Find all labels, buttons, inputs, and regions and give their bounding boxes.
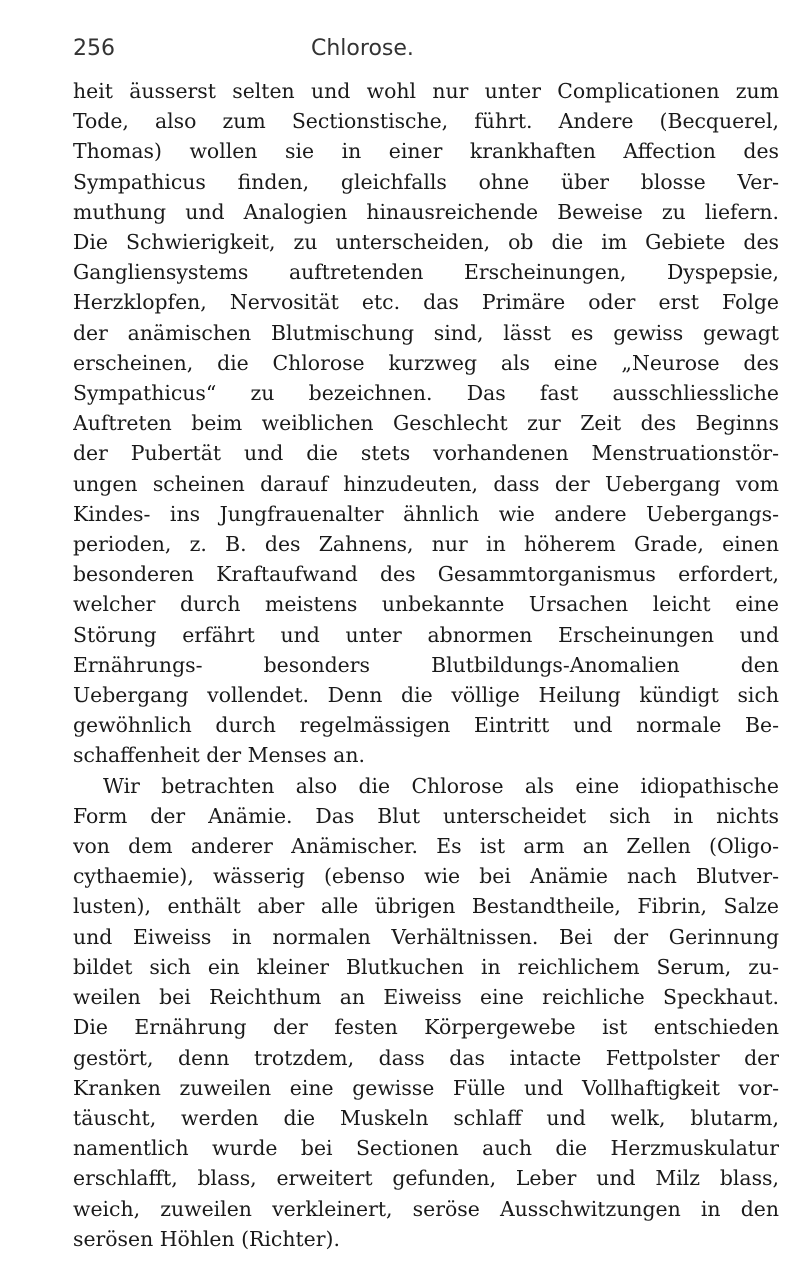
text-line: muthung und Analogien hinausreichende Beweise zu liefern. [73, 199, 779, 224]
text-line: Störung erfährt und unter abnormen Erscheinungen und [73, 622, 779, 647]
text-line: Herzklopfen, Nervosität etc. das Primäre oder erst Folge [73, 290, 779, 315]
text-line: bildet sich ein kleiner Blutkuchen in reichlichem Serum, zu- [73, 954, 779, 979]
text-line: Kindes- ins Jungfrauenalter ähnlich wie andere Uebergangs- [73, 501, 779, 526]
text-line: Gangliensystems auftretenden Erscheinungen, Dyspepsie, [73, 260, 779, 285]
text-line: täuscht, werden die Muskeln schlaff und welk, blutarm, [73, 1105, 779, 1130]
text-line: cythaemie), wässerig (ebenso wie bei Anämie nach Blutver- [73, 864, 779, 889]
text-line: gewöhnlich durch regelmässigen Eintritt und normale Be- [73, 713, 779, 738]
text-line: Tode, also zum Sectionstische, führt. Andere (Becquerel, [73, 109, 779, 134]
text-line: Ernährungs- besonders Blutbildungs-Anomalien den [73, 652, 779, 677]
text-line: Uebergang vollendet. Denn die völlige Heilung kündigt sich [73, 683, 779, 708]
text-line: welcher durch meistens unbekannte Ursachen leicht eine [73, 592, 779, 617]
chapter-title: Chlorose. [311, 36, 414, 61]
text-line: der Pubertät und die stets vorhandenen Menstruationstör- [73, 441, 779, 466]
text-line: Kranken zuweilen eine gewisse Fülle und Vollhaftigkeit vor- [73, 1075, 779, 1100]
text-line: Sympathicus“ zu bezeichnen. Das fast ausschliessliche [73, 381, 779, 406]
text-line: erschlafft, blass, erweitert gefunden, Leber und Milz blass, [73, 1166, 779, 1191]
text-line: Die Schwierigkeit, zu unterscheiden, ob die im Gebiete des [73, 230, 779, 255]
page-number: 256 [73, 36, 115, 61]
text-line: von dem anderer Anämischer. Es ist arm an Zellen (Oligo- [73, 834, 779, 859]
text-line: erscheinen, die Chlorose kurzweg als eine „Neurose des [73, 350, 779, 375]
text-line: perioden, z. B. des Zahnens, nur in höherem Grade, einen [73, 532, 779, 557]
text-line: schaffenheit der Menses an. [73, 743, 365, 768]
body-text [73, 76, 779, 1254]
text-line: Auftreten beim weiblichen Geschlecht zur Zeit des Beginns [73, 411, 779, 436]
text-line: heit äusserst selten und wohl nur unter Complicationen zum [73, 79, 779, 103]
text-line: lusten), enthält aber alle übrigen Bestandtheile, Fibrin, Salze [73, 894, 779, 919]
text-line: Die Ernährung der festen Körpergewebe ist entschieden [73, 1015, 779, 1040]
text-line: Thomas) wollen sie in einer krankhaften Affection des [73, 139, 779, 164]
text-line: weich, zuweilen verkleinert, seröse Ausschwitzungen in den [73, 1196, 779, 1221]
running-head [73, 36, 779, 76]
text-line: und Eiweiss in normalen Verhältnissen. Bei der Gerinnung [73, 924, 779, 949]
text-line: serösen Höhlen (Richter). [73, 1226, 340, 1251]
text-line: ungen scheinen darauf hinzudeuten, dass der Uebergang vom [73, 471, 779, 496]
text-line: besonderen Kraftaufwand des Gesammtorganismus erfordert, [73, 562, 779, 587]
text-line: gestört, denn trotzdem, dass das intacte Fettpolster der [73, 1045, 779, 1070]
text-line: namentlich wurde bei Sectionen auch die Herzmuskulatur [73, 1136, 779, 1161]
text-line: Wir betrachten also die Chlorose als eine idiopathische [103, 773, 779, 798]
text-line: weilen bei Reichthum an Eiweiss eine reichliche Speckhaut. [73, 985, 779, 1010]
text-line: der anämischen Blutmischung sind, lässt es gewiss gewagt [73, 320, 779, 345]
text-line: Sympathicus finden, gleichfalls ohne über blosse Ver- [73, 169, 779, 194]
text-line: Form der Anämie. Das Blut unterscheidet sich in nichts [73, 803, 779, 828]
